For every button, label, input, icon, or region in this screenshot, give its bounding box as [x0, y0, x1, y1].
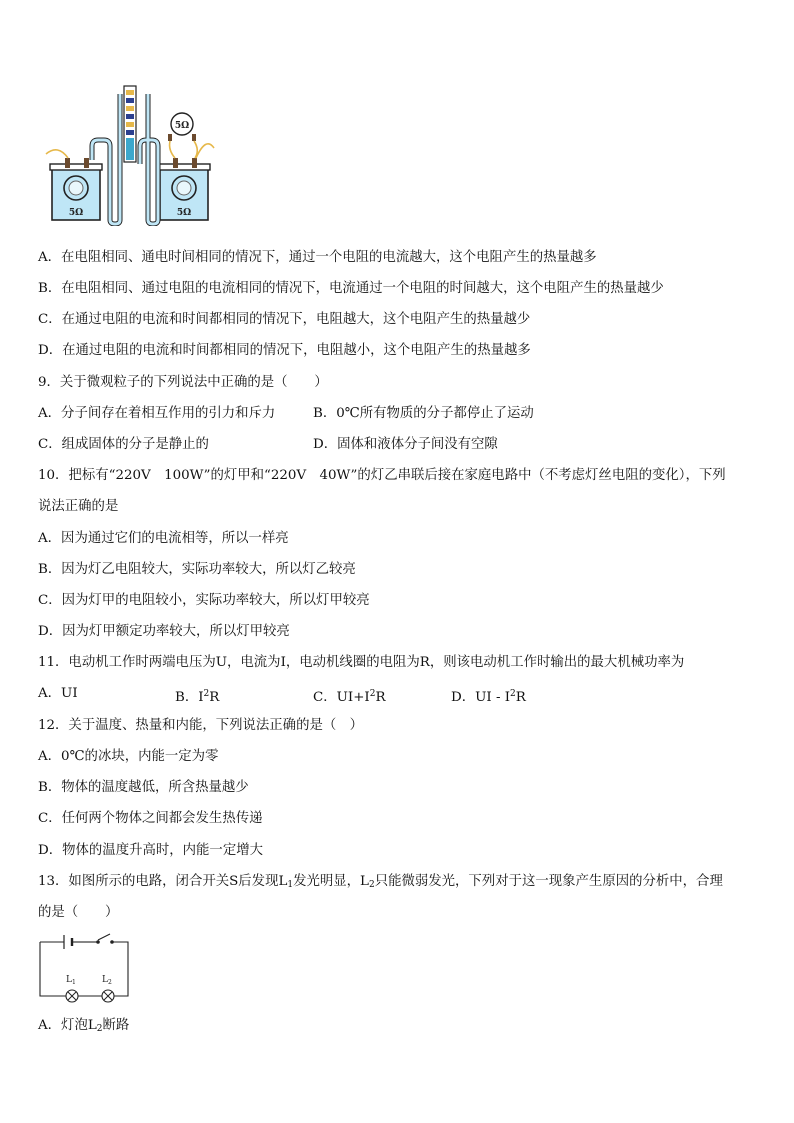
q12-option-c: C．任何两个物体之间都会发生热传递	[38, 811, 263, 826]
series-circuit-figure	[36, 932, 132, 1006]
svg-text:L1: $L_1$	[66, 975, 76, 986]
resistor-label-left: 5Ω	[68, 208, 84, 218]
q11-option-d: D．UI - $I^2R$	[451, 689, 526, 705]
q8-option-b: B．在电阻相同、通过电阻的电流相同的情况下，电流通过一个电阻的时间越大，这个电阻产生的热量越少	[38, 281, 664, 296]
lamp-l1	[66, 975, 78, 1002]
q9-option-a: A．分子间存在着相互作用的引力和斥力	[38, 406, 276, 421]
q8-option-a: A．在电阻相同、通电时间相同的情况下，通过一个电阻的电流越大，这个电阻产生的热量越多	[38, 250, 597, 265]
q8-option-d: D．在通过电阻的电流和时间都相同的情况下，电阻越小，这个电阻产生的热量越多	[38, 343, 531, 358]
q11-option-c: C．$UI+I^2R$	[313, 689, 386, 705]
q12-option-a: A．0℃的冰块，内能一定为零	[38, 749, 219, 764]
switch-symbol	[86, 940, 114, 944]
q10-option-b: B．因为灯乙电阻较大，实际功率较大，所以灯乙较亮	[38, 562, 356, 577]
svg-text:L2: $L_2$	[102, 975, 112, 986]
external-resistor	[168, 113, 196, 141]
q10-stem-line2: 说法正确的是	[38, 499, 119, 514]
q12-option-b: B．物体的温度越低，所含热量越少	[38, 780, 249, 795]
resistor-label-top: 5Ω	[174, 121, 190, 131]
lamp-l2	[102, 975, 114, 1002]
q9-option-c: C．组成固体的分子是静止的	[38, 437, 209, 452]
q11-option-a: A．UI	[38, 686, 78, 701]
battery-symbol	[64, 935, 72, 949]
q10-option-d: D．因为灯甲额定功率较大，所以灯甲较亮	[38, 624, 290, 639]
q10-option-c: C．因为灯甲的电阻较小，实际功率较大，所以灯甲较亮	[38, 593, 370, 608]
q12-option-d: D．物体的温度升高时，内能一定增大	[38, 843, 263, 858]
q13-stem-line2: 的是（ ）	[38, 905, 119, 920]
right-container	[158, 158, 210, 220]
q10-option-a: A．因为通过它们的电流相等，所以一样亮	[38, 531, 289, 546]
left-container	[50, 158, 102, 220]
joule-heat-apparatus-figure	[40, 84, 220, 226]
q9-option-d: D．固体和液体分子间没有空隙	[313, 437, 498, 452]
q11-stem: 11．电动机工作时两端电压为U，电流为I，电动机线圈的电阻为R，则该电动机工作时输出的最大机械功率为	[38, 655, 685, 670]
q8-option-c: C．在通过电阻的电流和时间都相同的情况下，电阻越大，这个电阻产生的热量越少	[38, 312, 531, 327]
u-tube	[92, 86, 158, 224]
q12-stem: 12．关于温度、热量和内能，下列说法正确的是（ ）	[38, 718, 364, 733]
q11-option-b: B．$I^2R$	[175, 689, 220, 705]
q10-stem-line1: 10．把标有“220V 100W”的灯甲和“220V 40W”的灯乙串联后接在家庭电路中（不考虑灯丝电阻的变化），下列	[38, 468, 726, 483]
q13-option-a: A．灯泡$L_2$断路	[38, 1018, 130, 1034]
resistor-label-right: 5Ω	[176, 208, 192, 218]
q9-option-b: B．0℃所有物质的分子都停止了运动	[313, 406, 534, 421]
q13-stem-line1: 13．如图所示的电路，闭合开关S后发现$L_1$发光明显，$L_2$只能微弱发光，下列对于这一现象产生原因的分析中，合理	[38, 874, 723, 890]
q9-stem: 9．关于微观粒子的下列说法中正确的是（ ）	[38, 375, 328, 390]
